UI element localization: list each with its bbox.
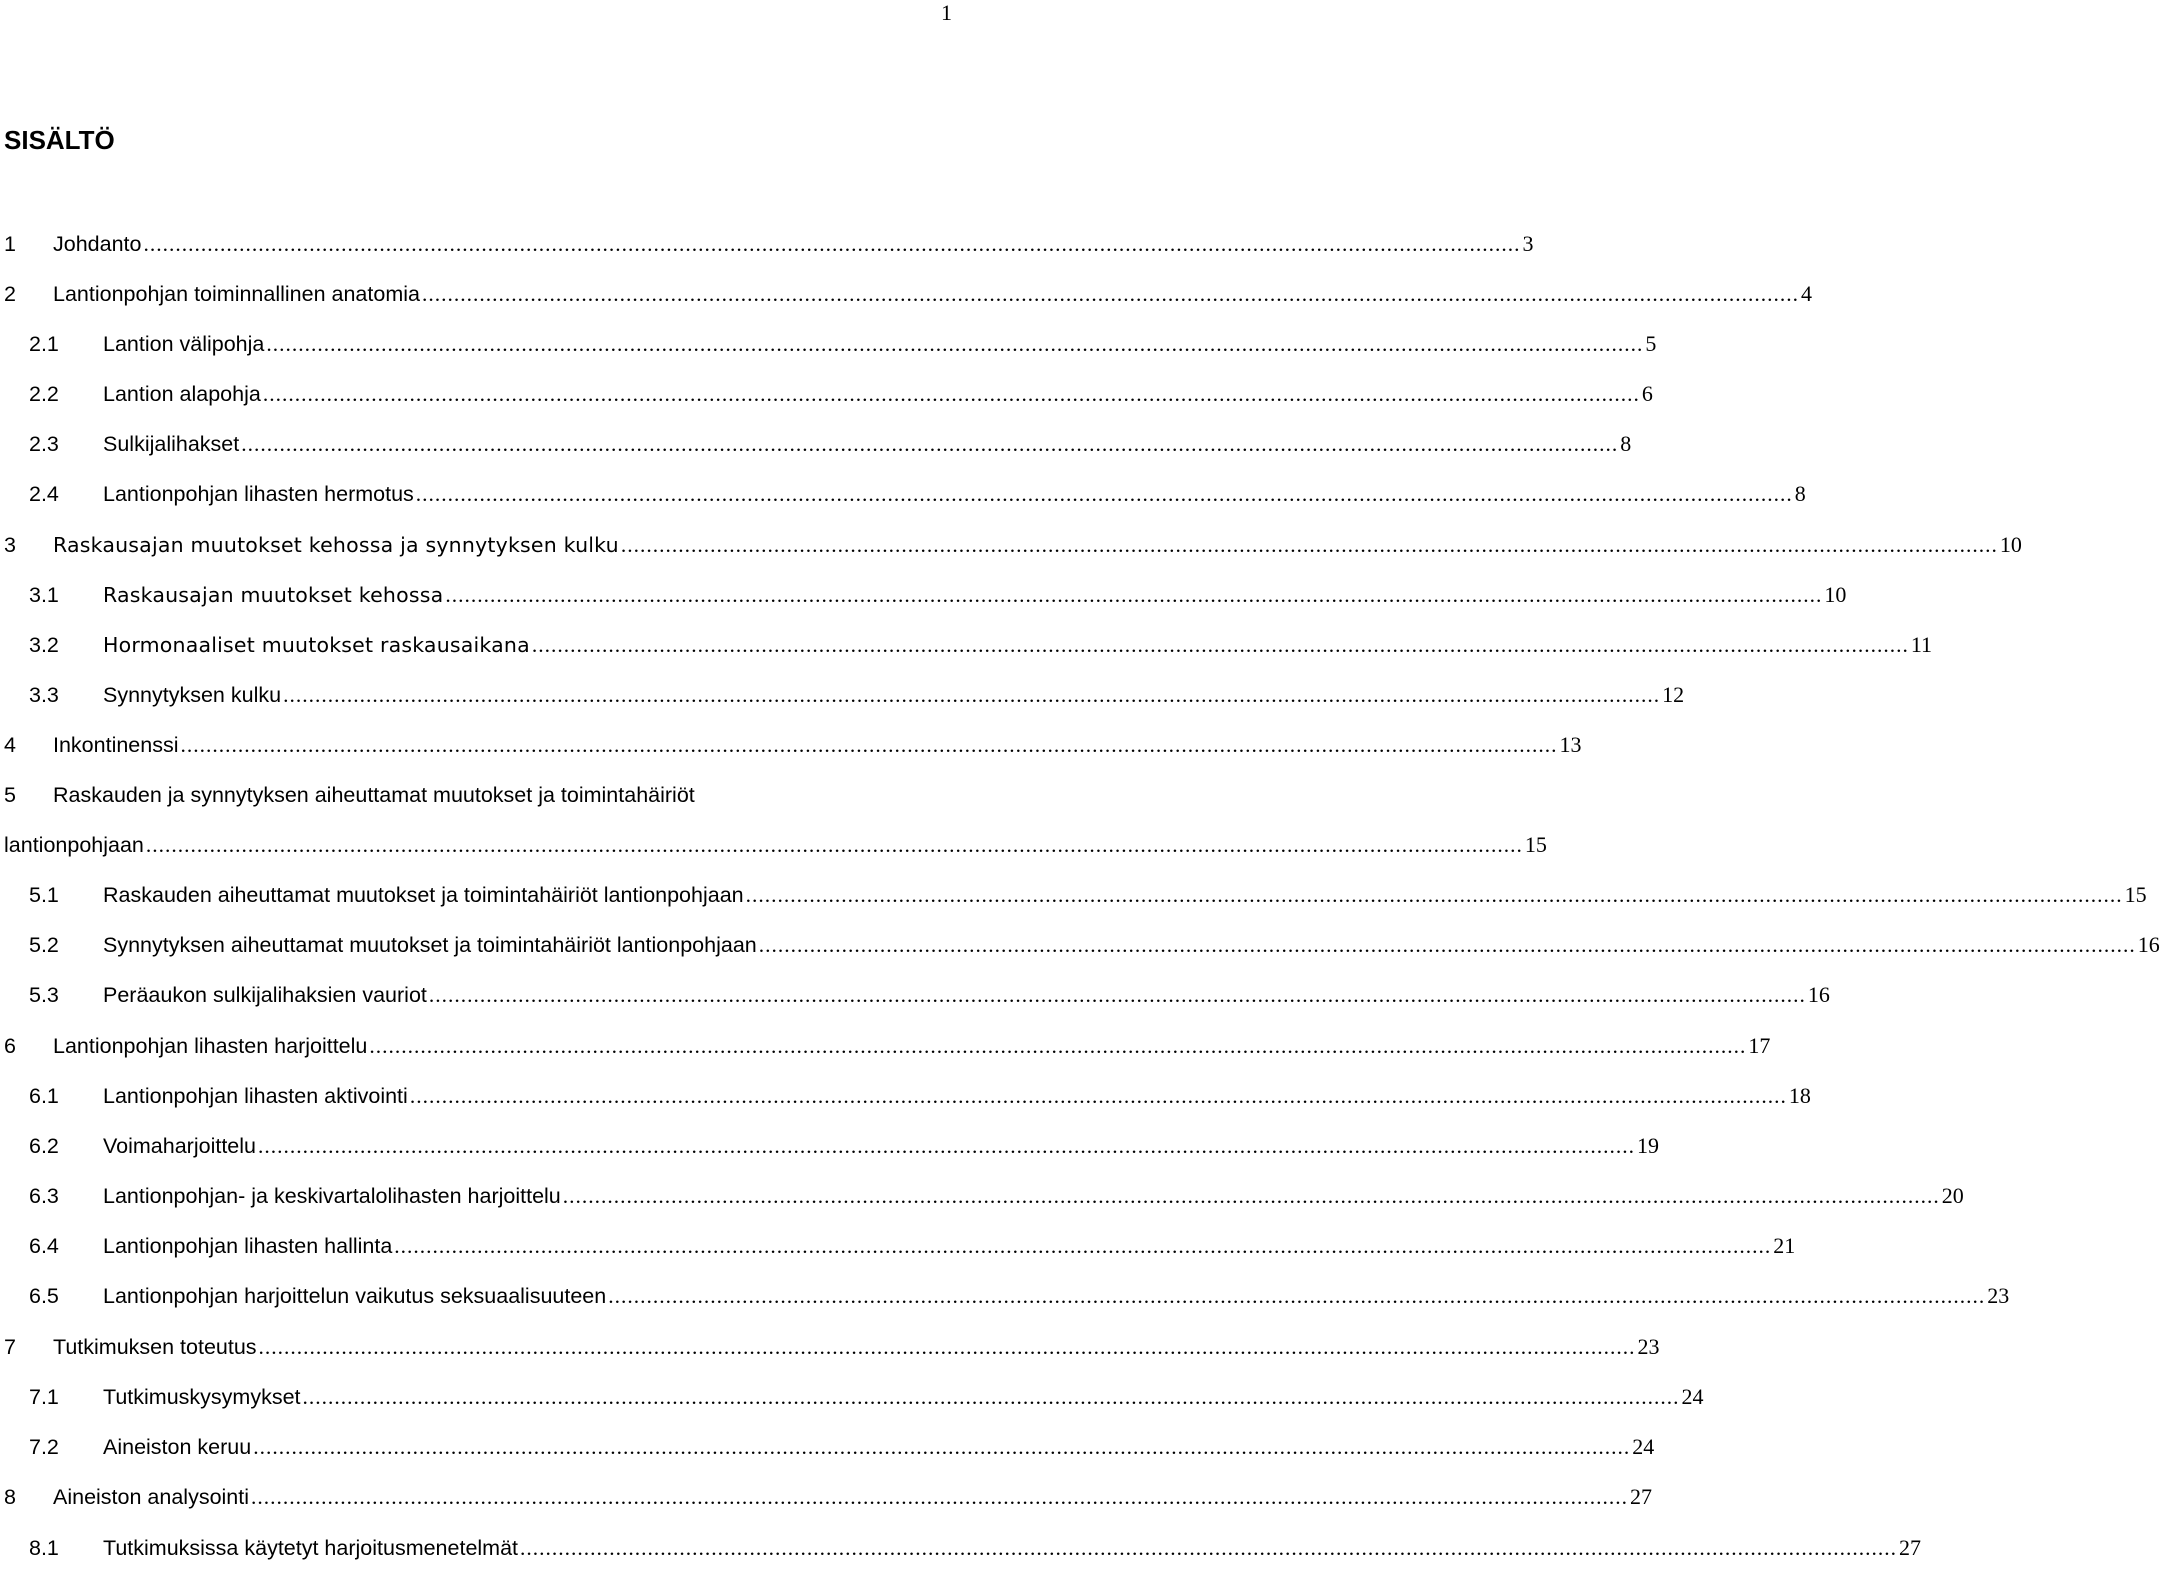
toc-entry-number: 6.5 xyxy=(29,1284,59,1308)
toc-entry-page: 16 xyxy=(2137,932,2160,957)
toc-entry-number: 3.3 xyxy=(29,683,59,707)
page-number: 1 xyxy=(941,0,952,25)
toc-entry-title: Inkontinenssi xyxy=(53,733,179,757)
toc-entry-page: 8 xyxy=(1620,431,1632,456)
toc-entry-page: 12 xyxy=(1662,682,1685,707)
toc-entry-title: Tutkimuskysymykset xyxy=(103,1385,301,1409)
dot-leader: ........................................................................................................................................................................................................................ xyxy=(369,1034,1747,1058)
toc-entry[interactable] xyxy=(4,1480,1653,1514)
toc-entry-page: 17 xyxy=(1748,1033,1771,1058)
toc-entry[interactable] xyxy=(4,978,1830,1012)
toc-entry[interactable] xyxy=(4,928,2160,962)
toc-entry-title: Voimaharjoittelu xyxy=(103,1134,256,1158)
toc-entry-number: 1 xyxy=(4,232,16,256)
toc-entry-number: 2 xyxy=(4,282,16,306)
toc-entry-title: Peräaukon sulkijalihaksien vauriot xyxy=(103,983,427,1007)
toc-entry-title: Lantion välipohja xyxy=(103,332,265,356)
dot-leader: ........................................................................................................................................................................................................................ xyxy=(415,482,1793,506)
toc-entry-title: Lantionpohjan lihasten aktivointi xyxy=(103,1084,408,1108)
dot-leader: ........................................................................................................................................................................................................................ xyxy=(266,332,1644,356)
dot-leader: ........................................................................................................................................................................................................................ xyxy=(562,1184,1940,1208)
toc-entry-title: Tutkimuksen toteutus xyxy=(53,1335,257,1359)
toc-entry-number: 6.1 xyxy=(29,1084,59,1108)
toc-entry-title: Hormonaaliset muutokset raskausaikana xyxy=(103,633,530,657)
toc-entry-page: 21 xyxy=(1773,1233,1796,1258)
dot-leader: ........................................................................................................................................................................................................................ xyxy=(445,583,1823,607)
toc-entry-number: 8.1 xyxy=(29,1536,59,1560)
toc-entry-page: 24 xyxy=(1681,1384,1704,1409)
toc-entry-page: 20 xyxy=(1941,1183,1964,1208)
toc-entry-page: 8 xyxy=(1794,481,1806,506)
toc-entry-title: Raskausajan muutokset kehossa xyxy=(103,583,444,607)
toc-entry-title: Raskausajan muutokset kehossa ja synnytyksen kulku xyxy=(53,533,619,557)
dot-leader: ........................................................................................................................................................................................................................ xyxy=(520,1536,1898,1560)
toc-entry[interactable] xyxy=(4,1129,1659,1163)
toc-entry-page: 24 xyxy=(1632,1434,1655,1459)
toc-entry[interactable] xyxy=(4,1179,1964,1213)
toc-entry-page: 15 xyxy=(1524,832,1547,857)
toc-entry[interactable] xyxy=(4,227,1534,261)
toc-entry-page: 15 xyxy=(2124,882,2147,907)
toc-entry-page: 19 xyxy=(1636,1133,1659,1158)
toc-entry-page: 11 xyxy=(1910,632,1933,657)
toc-entry[interactable] xyxy=(4,1029,1771,1063)
toc-entry-page: 4 xyxy=(1800,281,1812,306)
toc-entry-number: 5 xyxy=(4,783,16,807)
dot-leader: ........................................................................................................................................................................................................................ xyxy=(257,1134,1635,1158)
toc-entry-title: Aineiston analysointi xyxy=(53,1485,250,1509)
toc-entry-title: Johdanto xyxy=(53,232,142,256)
dot-leader: ........................................................................................................................................................................................................................ xyxy=(262,382,1640,406)
toc-entry-page: 10 xyxy=(1824,582,1847,607)
toc-entry[interactable] xyxy=(4,578,1847,612)
toc-entry-title: Lantionpohjan lihasten hermotus xyxy=(103,482,414,506)
toc-entry-continuation[interactable] xyxy=(4,828,1547,862)
toc-entry[interactable] xyxy=(4,878,2147,912)
dot-leader: ........................................................................................................................................................................................................................ xyxy=(283,683,1661,707)
toc-entry-number: 3.1 xyxy=(29,583,59,607)
toc-entry[interactable] xyxy=(4,1430,1655,1464)
toc-entry[interactable] xyxy=(4,778,954,812)
toc-entry-number: 6 xyxy=(4,1034,16,1058)
toc-entry-page: 5 xyxy=(1645,331,1657,356)
dot-leader: ........................................................................................................................................................................................................................ xyxy=(302,1385,1680,1409)
toc-entry[interactable] xyxy=(4,377,1653,411)
dot-leader: ........................................................................................................................................................................................................................ xyxy=(251,1485,1629,1509)
toc-entry-title: Aineiston keruu xyxy=(103,1435,252,1459)
toc-entry-page: 27 xyxy=(1899,1535,1922,1560)
toc-entry[interactable] xyxy=(4,678,1685,712)
dot-leader: ........................................................................................................................................................................................................................ xyxy=(409,1084,1787,1108)
toc-entry[interactable] xyxy=(4,1279,2010,1313)
toc-entry[interactable] xyxy=(4,1079,1811,1113)
toc-entry-number: 6.4 xyxy=(29,1234,59,1258)
toc-entry-page: 16 xyxy=(1807,982,1830,1007)
dot-leader: ........................................................................................................................................................................................................................ xyxy=(620,533,1998,557)
toc-entry-page: 27 xyxy=(1630,1484,1653,1509)
dot-leader: ........................................................................................................................................................................................................................ xyxy=(608,1284,1986,1308)
toc-entry[interactable] xyxy=(4,1229,1796,1263)
toc-entry-title: Lantionpohjan harjoittelun vaikutus seksuaalisuuteen xyxy=(103,1284,607,1308)
toc-entry-number: 3 xyxy=(4,533,16,557)
toc-entry-title: Lantionpohjan toiminnallinen anatomia xyxy=(53,282,420,306)
dot-leader: ........................................................................................................................................................................................................................ xyxy=(758,933,2136,957)
toc-entry-number: 2.4 xyxy=(29,482,59,506)
toc-entry[interactable] xyxy=(4,477,1806,511)
toc-entry-title: Lantionpohjan lihasten harjoittelu xyxy=(53,1034,368,1058)
toc-entry-title: Raskauden ja synnytyksen aiheuttamat muutokset ja toimintahäiriöt xyxy=(53,783,695,807)
toc-entry[interactable] xyxy=(4,427,1632,461)
toc-entry-title: Sulkijalihakset xyxy=(103,432,240,456)
dot-leader: ........................................................................................................................................................................................................................ xyxy=(241,432,1619,456)
toc-entry-page: 18 xyxy=(1788,1083,1811,1108)
toc-entry-number: 6.2 xyxy=(29,1134,59,1158)
toc-entry-number: 7.2 xyxy=(29,1435,59,1459)
toc-entry-title: Raskauden aiheuttamat muutokset ja toimintahäiriöt lantionpohjaan xyxy=(103,883,744,907)
dot-leader: ........................................................................................................................................................................................................................ xyxy=(745,883,2123,907)
toc-entry-number: 6.3 xyxy=(29,1184,59,1208)
toc-entry-title-continuation: lantionpohjaan xyxy=(4,833,144,857)
toc-entry-number: 4 xyxy=(4,733,16,757)
dot-leader: ........................................................................................................................................................................................................................ xyxy=(145,833,1523,857)
toc-entry-number: 2.1 xyxy=(29,332,59,356)
dot-leader: ........................................................................................................................................................................................................................ xyxy=(253,1435,1631,1459)
toc-entry-number: 8 xyxy=(4,1485,16,1509)
toc-heading: SISÄLTÖ xyxy=(4,125,115,155)
dot-leader: ........................................................................................................................................................................................................................ xyxy=(258,1335,1636,1359)
toc-entry-number: 2.2 xyxy=(29,382,59,406)
toc-entry-title: Lantionpohjan- ja keskivartalolihasten harjoittelu xyxy=(103,1184,561,1208)
toc-entry[interactable] xyxy=(4,1531,1922,1565)
dot-leader: ........................................................................................................................................................................................................................ xyxy=(421,282,1799,306)
toc-entry-page: 3 xyxy=(1522,231,1534,256)
toc-entry[interactable] xyxy=(4,728,1582,762)
toc-entry-title: Tutkimuksissa käytetyt harjoitusmenetelmät xyxy=(103,1536,519,1560)
toc-entry-number: 7 xyxy=(4,1335,16,1359)
toc-entry-number: 5.3 xyxy=(29,983,59,1007)
toc-entry-title: Synnytyksen aiheuttamat muutokset ja toimintahäiriöt lantionpohjaan xyxy=(103,933,757,957)
toc-entry[interactable] xyxy=(4,1330,1660,1364)
toc-entry-number: 7.1 xyxy=(29,1385,59,1409)
toc-entry[interactable] xyxy=(4,327,1657,361)
toc-entry-page: 6 xyxy=(1641,381,1653,406)
dot-leader: ........................................................................................................................................................................................................................ xyxy=(394,1234,1772,1258)
toc-entry-title: Lantion alapohja xyxy=(103,382,261,406)
toc-entry-page: 23 xyxy=(1637,1334,1660,1359)
toc-entry-number: 3.2 xyxy=(29,633,59,657)
dot-leader: ........................................................................................................................................................................................................................ xyxy=(428,983,1806,1007)
toc-entry[interactable] xyxy=(4,628,1933,662)
dot-leader: ........................................................................................................................................................................................................................ xyxy=(143,232,1521,256)
toc-entry-title: Synnytyksen kulku xyxy=(103,683,282,707)
toc-entry-page: 13 xyxy=(1559,732,1582,757)
toc-entry-page: 10 xyxy=(1999,532,2022,557)
toc-entry-number: 2.3 xyxy=(29,432,59,456)
toc-entry[interactable] xyxy=(4,277,1812,311)
toc-entry-title: Lantionpohjan lihasten hallinta xyxy=(103,1234,393,1258)
toc-entry-number: 5.2 xyxy=(29,933,59,957)
toc-entry[interactable] xyxy=(4,1380,1704,1414)
toc-entry-number: 5.1 xyxy=(29,883,59,907)
dot-leader: ........................................................................................................................................................................................................................ xyxy=(531,633,1909,657)
toc-entry-page: 23 xyxy=(1987,1283,2010,1308)
toc-entry[interactable] xyxy=(4,528,2022,562)
dot-leader: ........................................................................................................................................................................................................................ xyxy=(180,733,1558,757)
